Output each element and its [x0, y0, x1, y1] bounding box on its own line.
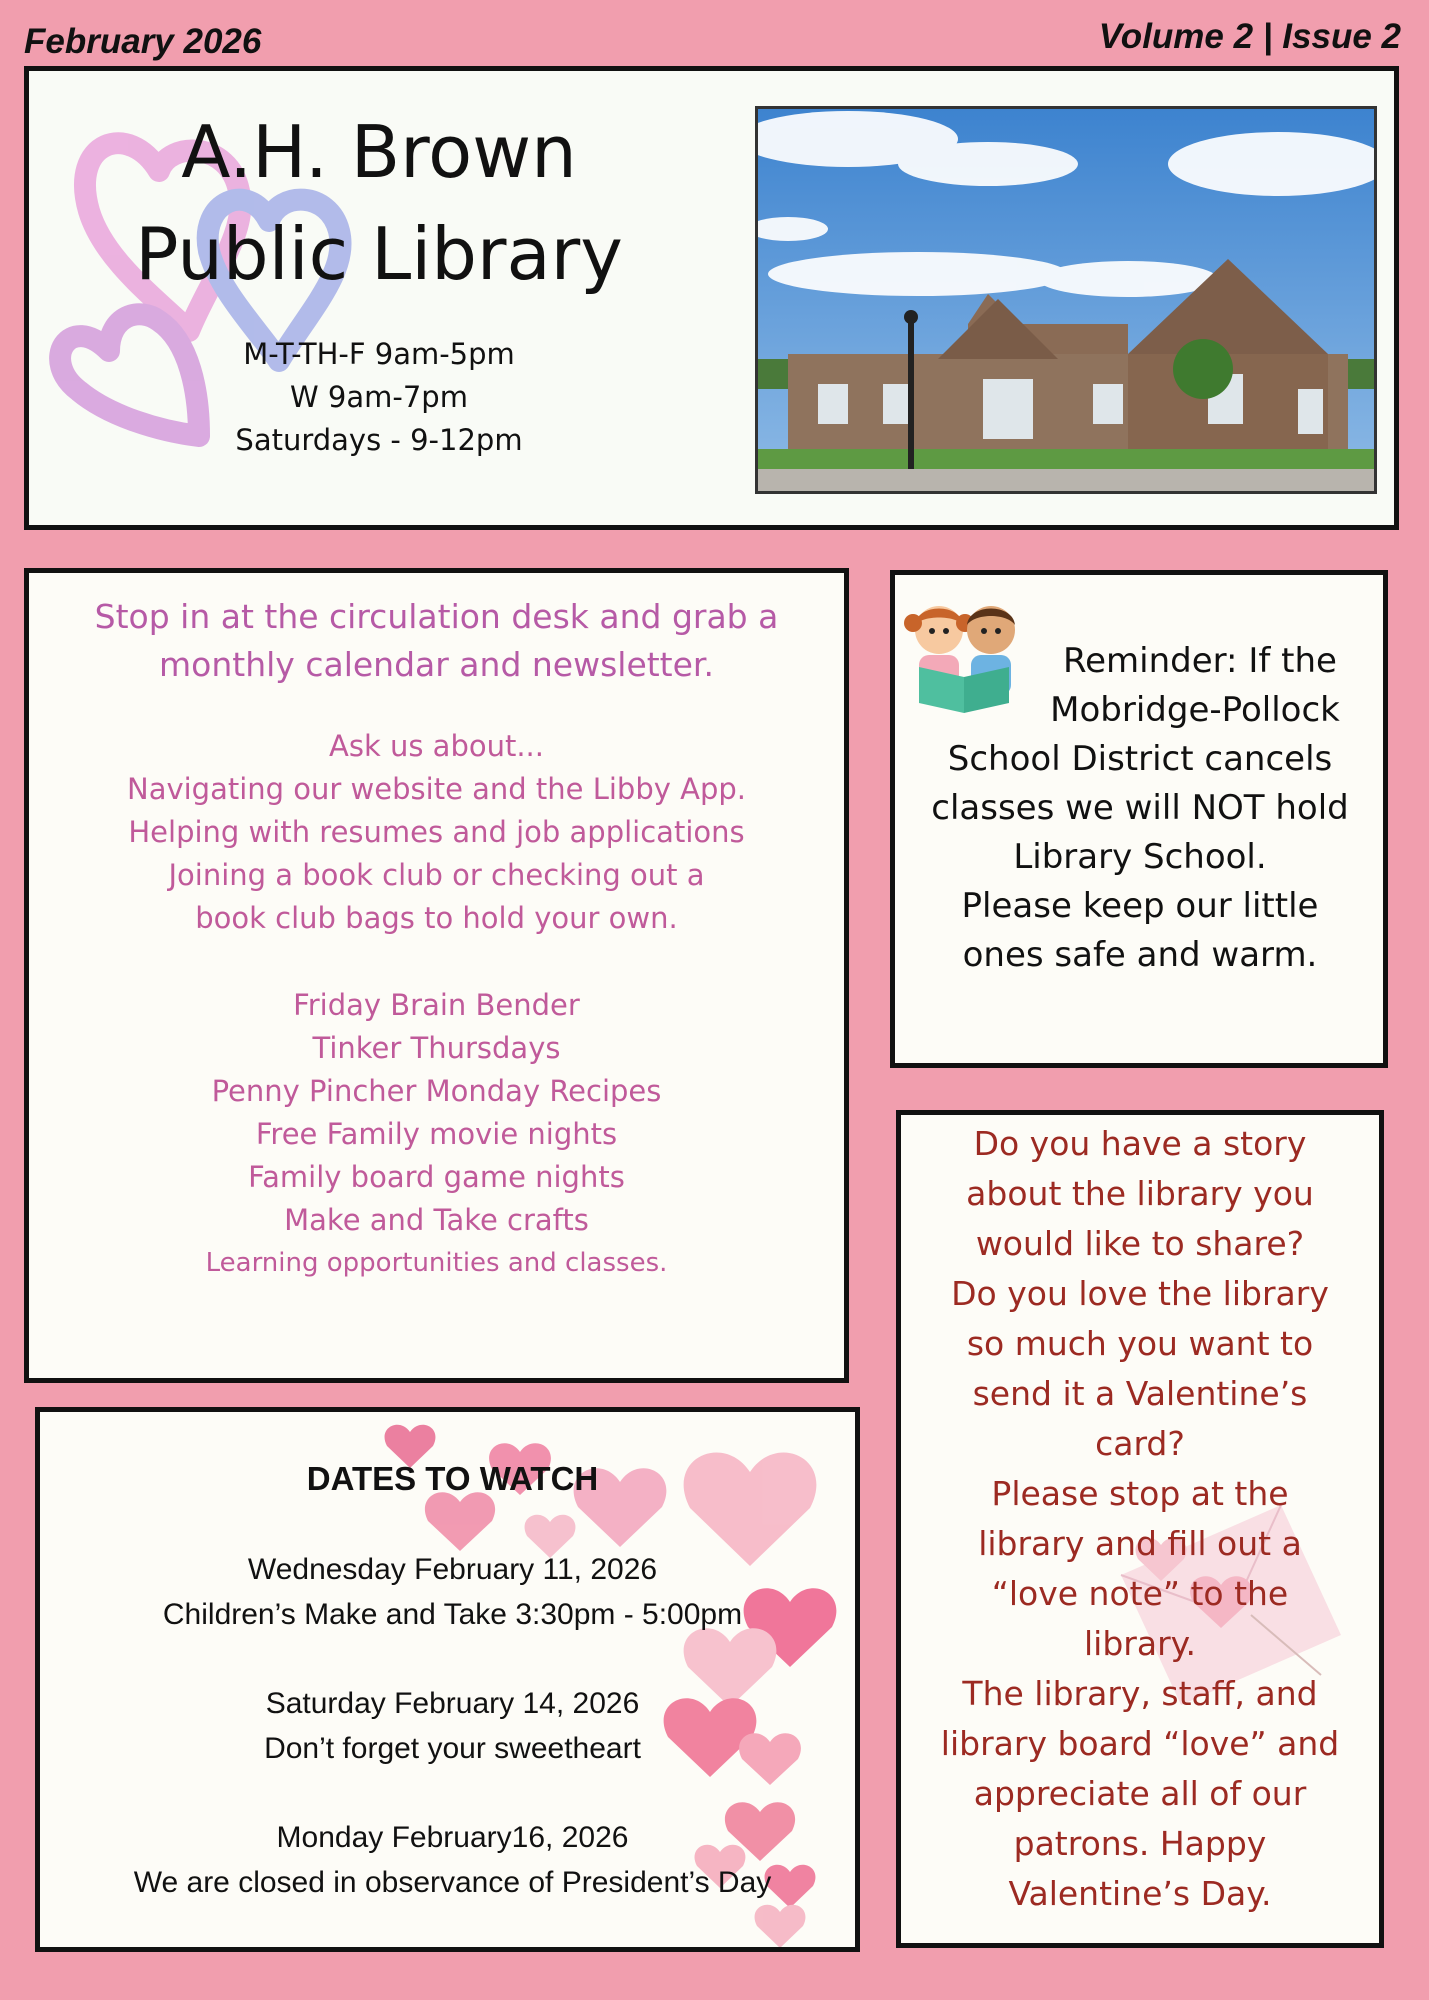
issue-date: February 2026 [24, 22, 262, 61]
hours-line: Saturdays - 9-12pm [235, 423, 523, 457]
reminder-line: Reminder: If the [1063, 641, 1337, 681]
date-event [40, 1815, 860, 1905]
reminder-line: Please keep our little [961, 886, 1319, 926]
volume-issue: Volume 2 | Issue 2 [1098, 17, 1401, 56]
love-line: send it a Valentine’s [972, 1374, 1308, 1413]
reminder-line: Library School. [1013, 837, 1267, 877]
library-building-photo [755, 106, 1377, 494]
lead-line: monthly calendar and newsletter. [159, 645, 714, 684]
reminder-text [905, 637, 1375, 980]
date-event [40, 1547, 860, 1637]
love-line: card? [1095, 1424, 1185, 1463]
reminder-line: School District cancels [947, 739, 1333, 779]
ask-heading: Ask us about... [329, 729, 544, 763]
event-description: We are closed in observance of President’s Day [133, 1866, 772, 1899]
masthead-panel [24, 66, 1399, 530]
ask-item: Helping with resumes and job applications [128, 815, 745, 849]
love-line: Valentine’s Day. [1008, 1874, 1272, 1913]
hours-line: M-T-TH-F 9am-5pm [243, 337, 515, 371]
event-description: Don’t forget your sweetheart [264, 1732, 641, 1765]
program-item: Learning opportunities and classes. [205, 1248, 668, 1278]
reminder-panel [890, 570, 1388, 1068]
love-line: The library, staff, and [962, 1674, 1318, 1713]
love-line: Do you love the library [951, 1274, 1329, 1313]
ask-item: Navigating our website and the Libby App. [127, 772, 746, 806]
love-line: patrons. Happy [1013, 1824, 1267, 1863]
event-date: Monday February16, 2026 [276, 1821, 629, 1854]
love-note-text [901, 1119, 1379, 1919]
event-description: Children’s Make and Take 3:30pm - 5:00pm [162, 1598, 743, 1631]
reminder-line: ones safe and warm. [962, 935, 1318, 975]
love-line: appreciate all of our [973, 1774, 1307, 1813]
love-line: would like to share? [975, 1224, 1305, 1263]
circulation-lead [29, 593, 844, 689]
love-line: Please stop at the [991, 1474, 1289, 1513]
program-item: Penny Pincher Monday Recipes [211, 1074, 662, 1108]
love-line: so much you want to [966, 1324, 1314, 1363]
hours-line: W 9am-7pm [290, 380, 468, 414]
love-line: library and fill out a [978, 1524, 1302, 1563]
date-event [40, 1681, 860, 1771]
title-line-2: Public Library [135, 212, 623, 296]
event-date: Saturday February 14, 2026 [265, 1687, 640, 1720]
program-item: Make and Take crafts [284, 1203, 589, 1237]
circulation-panel [24, 568, 849, 1383]
love-line: “love note” to the [991, 1574, 1289, 1613]
program-item: Free Family movie nights [255, 1117, 618, 1151]
dates-title: DATES TO WATCH [306, 1460, 599, 1497]
program-item: Tinker Thursdays [312, 1031, 561, 1065]
love-line: library board “love” and [940, 1724, 1340, 1763]
library-hours [149, 333, 609, 462]
lead-line: Stop in at the circulation desk and grab a [94, 597, 779, 636]
program-item: Friday Brain Bender [293, 988, 580, 1022]
ask-item: book club bags to hold your own. [195, 901, 678, 935]
title-line-1: A.H. Brown [181, 110, 577, 194]
reminder-line: classes we will NOT hold [931, 788, 1349, 828]
program-item: Family board game nights [248, 1160, 625, 1194]
library-title [99, 101, 659, 305]
love-line: library. [1084, 1624, 1196, 1663]
dates-panel [35, 1407, 860, 1952]
event-date: Wednesday February 11, 2026 [247, 1553, 658, 1586]
love-line: about the library you [966, 1174, 1314, 1213]
reminder-line: Mobridge-Pollock [1050, 690, 1340, 730]
love-line: Do you have a story [973, 1124, 1307, 1163]
love-note-panel [896, 1110, 1384, 1948]
dates-list [40, 1547, 860, 1949]
ask-item: Joining a book club or checking out a [168, 858, 705, 892]
